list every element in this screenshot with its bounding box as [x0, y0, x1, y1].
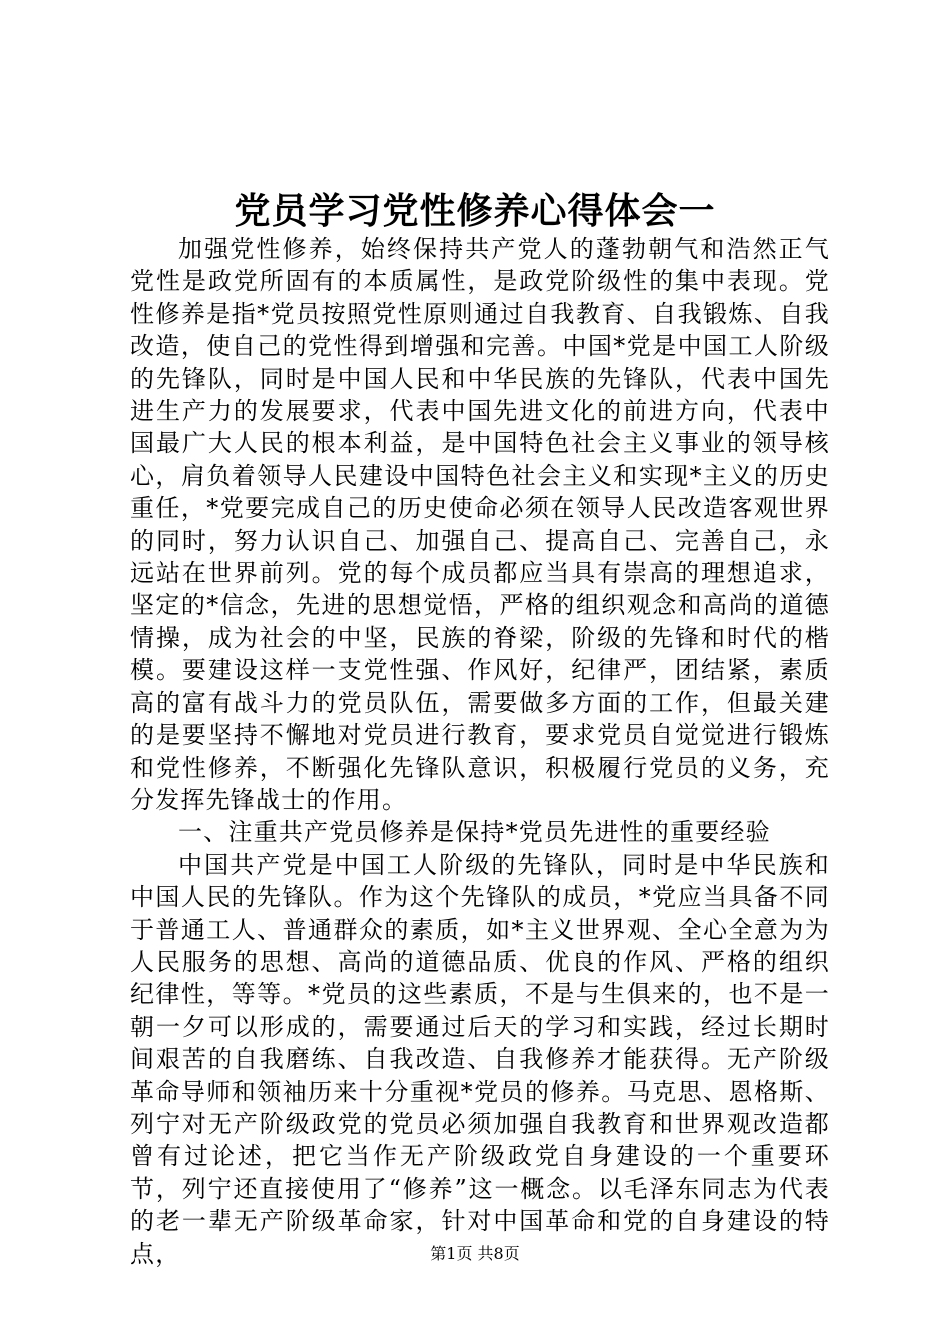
page-number-footer: 第1页 共8页: [430, 1244, 520, 1263]
document-title: 党员学习党性修养心得体会一: [234, 190, 716, 232]
document-body: [130, 233, 830, 1270]
section-heading: 一、注重共产党员修养是保持*党员先进性的重要经验: [178, 818, 771, 847]
paragraph: 加强党性修养，始终保持共产党人的蓬勃朝气和浩然正气党性是政党所固有的本质属性，是政党阶级性的集中表现。党性修养是指*党员按照党性原则通过自我教育、自我锻炼、自我改造，使自己的党性得到增强和完善。中国*党是中国工人阶级的先锋队，同时是中国人民和中华民族的先锋队，代表中国先进生产力的发展要求，代表中国先进文化的前进方向，代表中国最广大人民的根本利益，是中国特色社会主义事业的领导核心，肩负着领导人民建设中国特色社会主义和实现*主义的历史重任，*党要完成自己的历史使命必须在领导人民改造客观世界的同时，努力认识自己、加强自己、提高自己、完善自己，永远站在世界前列。党的每个成员都应当具有崇高的理想追求，坚定的*信念，先进的思想觉悟，严格的组织观念和高尚的道德情操，成为社会的中坚，民族的脊梁，阶级的先锋和时代的楷模。要建设这样一支党性强、作风好，纪律严，团结紧，素质高的富有战斗力的党员队伍，需要做多方面的工作，但最关建的是要坚持不懈地对党员进行教育，要求党员自觉觉进行锻炼和党性修养，不断强化先锋队意识，积极履行党员的义务，充分发挥先锋战士的作用。: [130, 235, 830, 814]
paragraph: 中国共产党是中国工人阶级的先锋队，同时是中华民族和中国人民的先锋队。作为这个先锋队的成员，*党应当具备不同于普通工人、普通群众的素质，如*主义世界观、全心全意为为人民服务的思想、高尚的道德品质、优良的作风、严格的组织纪律性，等等。*党员的这些素质，不是与生俱来的，也不是一朝一夕可以形成的，需要通过后天的学习和实践，经过长期时间艰苦的自我磨练、自我改造、自我修养才能获得。无产阶级革命导师和领袖历来十分重视*党员的修养。马克思、恩格斯、列宁对无产阶级政党的党员必须加强自我教育和世界观改造都曾有过论述，把它当作无产阶级政党自身建设的一个重要环节，列宁还直接使用了“修养”这一概念。以毛泽东同志为代表的老一辈无产阶级革命家，针对中国革命和党的自身建设的特点，: [130, 850, 830, 1268]
